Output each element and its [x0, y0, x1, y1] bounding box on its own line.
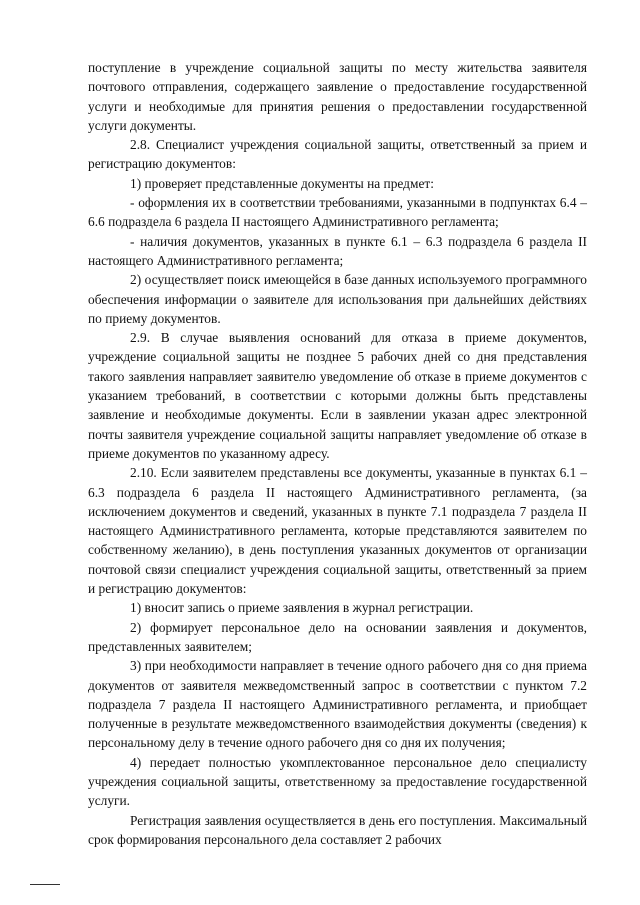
paragraph-13: Регистрация заявления осуществляется в день его поступления. Максимальный срок формирования персонального дела составляет 2 рабочих	[88, 812, 587, 847]
paragraph-4: - оформления их в соответствии требованиями, указанными в подпунктах 6.4 – 6.6 подраздела 6 раздела II настоящего Административного регламента;	[88, 195, 587, 230]
paragraph-11: 3) при необходимости направляет в течение одного рабочего дня со дня приема документов от заявителя межведомственный запрос в соответствии с пунктом 7.2 подраздела 7 раздела II настоящего Административного регламента, и приобщает полученные в результате межведомственного взаимодействия документы (сведения) к персональному делу в течение одного рабочего дня со дня их получения;	[88, 658, 587, 751]
paragraph-8: 2.10. Если заявителем представлены все документы, указанные в пунктах 6.1 – 6.3 подраздела 6 раздела II настоящего Административного регламента, (за исключением документов и сведений, указанных в пункте 7.1 подраздела 7 раздела II настоящего Административного регламента, которые представляются заявителем по собственному желанию), в день поступления указанных документов от организации почтовой связи специалист учреждения социальной защиты, ответственный за прием и регистрацию документов:	[88, 465, 587, 597]
paragraph-7: 2.9. В случае выявления оснований для отказа в приеме документов, учреждение социальной защиты не позднее 5 рабочих дней со дня представления такого заявления направляет заявителю уведомление об отказе в приеме документов с указанием требований, в соответствии с которыми должны быть представлены заявление и необходимые документы. Если в заявлении указан адрес электронной почты заявителя учреждение социальной защиты направляет уведомление об отказе в приеме документов по указанному адресу.	[88, 330, 587, 461]
footer-rule	[30, 884, 60, 885]
paragraph-1: поступление в учреждение социальной защиты по месту жительства заявителя почтового отправления, содержащего заявление о предоставление государственной услуги и необходимые для принятия решения о предоставлении государственной услуги документы.	[88, 60, 587, 133]
paragraph-5: - наличия документов, указанных в пункте 6.1 – 6.3 подраздела 6 раздела II настоящего Административного регламента;	[88, 233, 587, 268]
paragraph-10: 2) формирует персональное дело на основании заявления и документов, представленных заявителем;	[88, 619, 587, 654]
paragraph-2: 2.8. Специалист учреждения социальной защиты, ответственный за прием и регистрацию документов:	[88, 137, 587, 172]
document-page	[88, 58, 587, 849]
paragraph-6: 2) осуществляет поиск имеющейся в базе данных используемого программного обеспечения информации о заявителе для использования при дальнейших действиях по приему документов.	[88, 272, 587, 326]
paragraph-9: 1) вносит запись о приеме заявления в журнал регистрации.	[130, 600, 474, 616]
paragraph-3: 1) проверяет представленные документы на предмет:	[130, 175, 434, 191]
paragraph-12: 4) передает полностью укомплектованное персональное дело специалисту учреждения социальной защиты, ответственному за предоставление государственной услуги.	[88, 754, 587, 809]
